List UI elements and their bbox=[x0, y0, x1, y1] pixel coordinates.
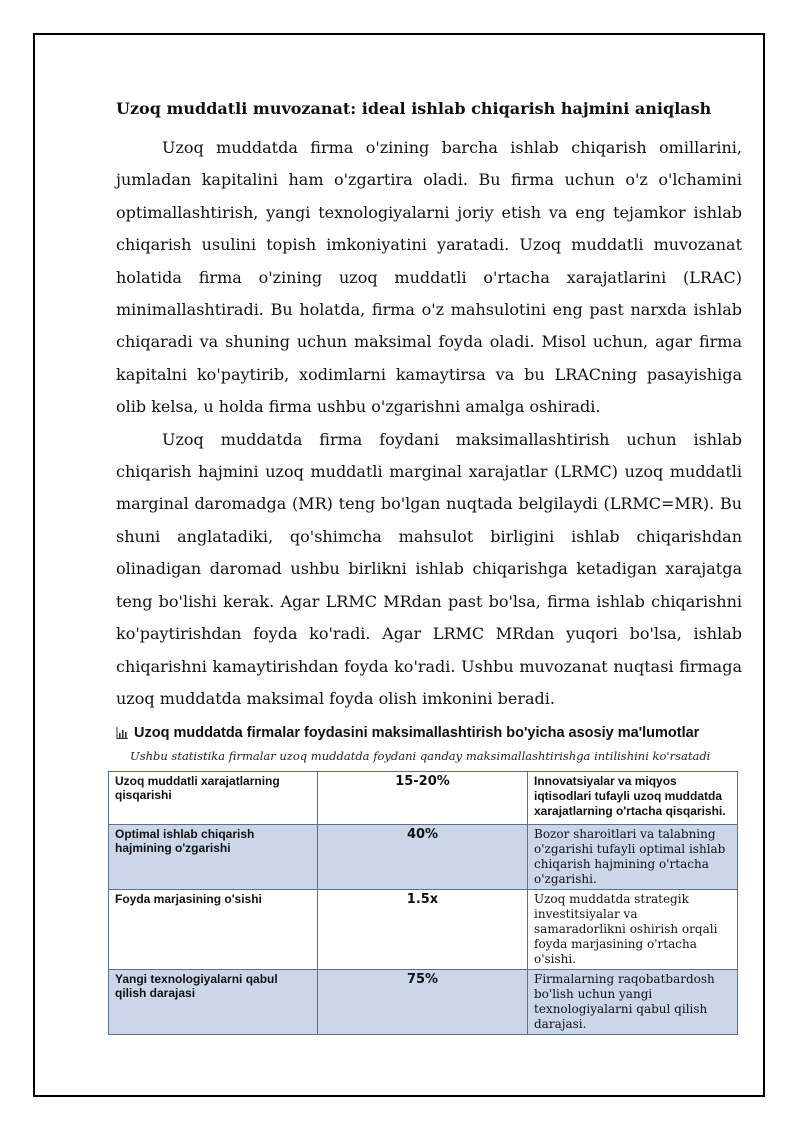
stat-label: Uzoq muddatli xarajatlarning qisqarishi bbox=[109, 772, 318, 825]
document-body bbox=[116, 96, 742, 1035]
stats-title bbox=[116, 725, 742, 741]
paragraph: Uzoq muddatda firma foydani maksimallashtirish uchun ishlab chiqarish hajmini uzoq muddatli marginal xarajatlar (LRMC) uzoq muddatli marginal daromadga (MR) teng bo'lgan nuqtada belgilaydi (LRMC=MR). Bu shuni anglatadiki, qo'shimcha mahsulot birligini ishlab chiqarishdan olinadigan daromad ushbu birlikni ishlab chiqarishga ketadigan xarajatga teng bo'lishi kerak. Agar LRMC MRdan past bo'lsa, firma ishlab chiqarishni ko'paytirishdan foyda ko'radi. Agar LRMC MRdan yuqori bo'lsa, ishlab chiqarishni kamaytirishdan foyda ko'radi. Ushbu muvozanat nuqtasi firmaga uzoq muddatda maksimal foyda olish imkonini beradi. bbox=[116, 429, 742, 708]
section-heading: Uzoq muddatli muvozanat: ideal ishlab chiqarish hajmini aniqlash bbox=[116, 99, 712, 118]
table-row bbox=[109, 825, 738, 890]
stat-label: Optimal ishlab chiqarish hajmining o'zgarishi bbox=[109, 825, 318, 890]
stat-note: Innovatsiyalar va miqyos iqtisodlari tufayli uzoq muddatda xarajatlarning o'rtacha qisqarishi. bbox=[528, 772, 738, 825]
stat-label: Foyda marjasining o'sishi bbox=[109, 890, 318, 970]
stats-subtitle: Ushbu statistika firmalar uzoq muddatda foydani qanday maksimallashtirishga intilishini ko'rsatadi bbox=[130, 749, 711, 764]
stat-note: Firmalarning raqobatbardosh bo'lish uchun yangi texnologiyalarni qabul qilish darajasi. bbox=[528, 970, 738, 1035]
table-row bbox=[109, 772, 738, 825]
stat-value: 40% bbox=[318, 825, 528, 890]
table-row bbox=[109, 970, 738, 1035]
stat-note: Bozor sharoitlari va talabning o'zgarishi tufayli optimal ishlab chiqarish hajmining o'rtacha o'zgarishi. bbox=[528, 825, 738, 890]
stat-label: Yangi texnologiyalarni qabul qilish darajasi bbox=[109, 970, 318, 1035]
paragraph: Uzoq muddatda firma o'zining barcha ishlab chiqarish omillarini, jumladan kapitalini ham o'zgartira oladi. Bu firma uchun o'z o'lchamini optimallashtirish, yangi texnologiyalarni joriy etish va eng tejamkor ishlab chiqarish usulini topish imkoniyatini yaratadi. Uzoq muddatli muvozanat holatida firma o'zining uzoq muddatli o'rtacha xarajatlarini (LRAC) minimallashtiradi. Bu holatda, firma o'z mahsulotini eng past narxda ishlab chiqaradi va shuning uchun maksimal foyda oladi. Misol uchun, agar firma kapitalni ko'paytirib, xodimlarni kamaytirsa va bu LRACning pasayishiga olib kelsa, u holda firma ushbu o'zgarishni amalga oshiradi. bbox=[116, 138, 742, 417]
bar-chart-icon bbox=[116, 727, 128, 739]
stats-title-text: Uzoq muddatda firmalar foydasini maksimallashtirish bo'yicha asosiy ma'lumotlar bbox=[134, 725, 700, 742]
stat-value: 15-20% bbox=[318, 772, 528, 825]
stat-value: 1.5x bbox=[318, 890, 528, 970]
stat-value: 75% bbox=[318, 970, 528, 1035]
stats-table bbox=[108, 771, 738, 1035]
stat-note: Uzoq muddatda strategik investitsiyalar va samaradorlikni oshirish orqali foyda marjasining o'rtacha o'sishi. bbox=[528, 890, 738, 970]
table-row bbox=[109, 890, 738, 970]
